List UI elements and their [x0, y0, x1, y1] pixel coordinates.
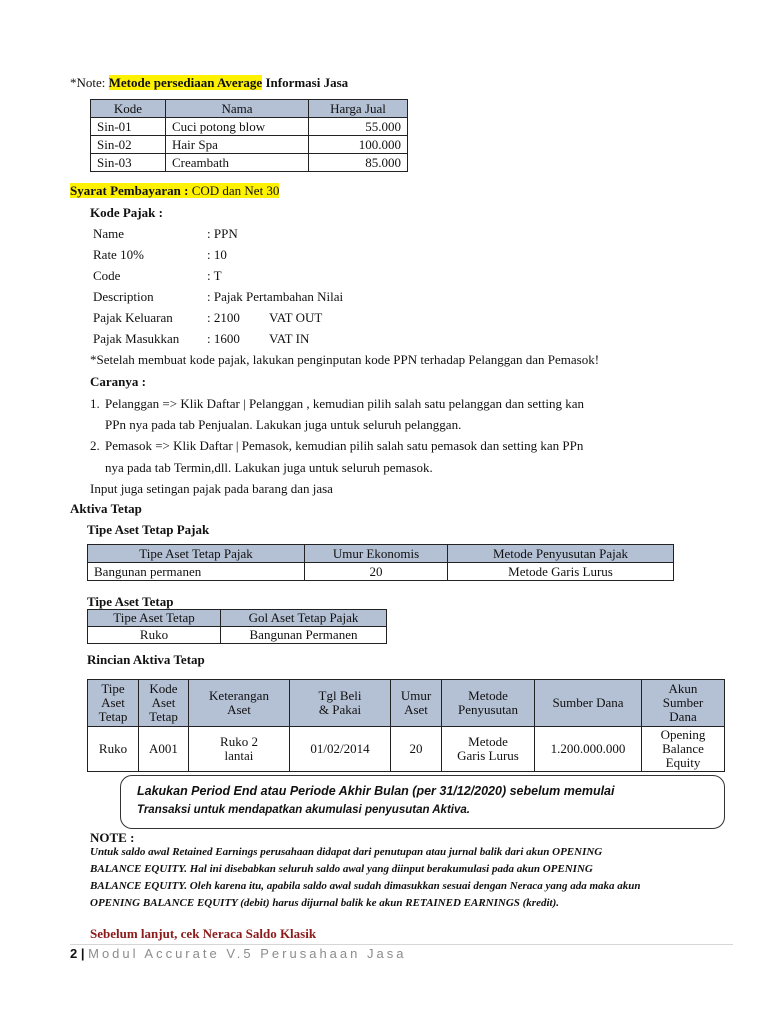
note-line: BALANCE EQUITY. Hal ini disebabkan seluruh saldo awal yang diinput berakumulasi pada akun OPENING [90, 863, 593, 875]
service-name: Cuci potong blow [166, 118, 309, 136]
tax-asset-type-table [87, 544, 674, 581]
asset-type-table [87, 609, 387, 644]
services-header-price: Harga Jual [309, 100, 408, 118]
note-suffix: Informasi Jasa [262, 75, 349, 90]
detail-header-description: Keterangan Aset [189, 680, 290, 727]
footer-rule [70, 944, 733, 945]
economic-life-header: Umur Ekonomis [305, 545, 448, 563]
tax-field-label: Code [93, 268, 121, 283]
note-line: OPENING BALANCE EQUITY (debit) harus dijurnal balik ke akun RETAINED EARNINGS (kredit). [90, 897, 559, 909]
step-text: Pemasok => Klik Daftar | Pemasok, kemudian pilih salah satu pemasok dan setting kan PPn [105, 438, 584, 453]
callout-line-1: Lakukan Period End atau Periode Akhir Bulan (per 31/12/2020) sebelum memulai [137, 784, 615, 798]
services-header-code: Kode [91, 100, 166, 118]
note-line: BALANCE EQUITY. Oleh karena itu, apabila saldo awal sudah dimasukkan sesuai dengan Neraca yang ada maka akun [90, 880, 641, 892]
detail-header-type: Tipe Aset Tetap [88, 680, 139, 727]
detail-funding-source-cell: 1.200.000.000 [535, 727, 642, 772]
step-2 [90, 438, 583, 454]
services-header-name: Nama [166, 100, 309, 118]
tax-field-label: Rate 10% [93, 247, 144, 262]
asset-details-table [87, 679, 725, 772]
tax-field-label: Pajak Keluaran [93, 310, 173, 325]
tax-field-output [93, 310, 322, 326]
page-number: 2 [70, 946, 78, 961]
tax-field-value: : 10 [207, 247, 227, 262]
tax-field-label: Description [93, 289, 154, 304]
step-number: 1. [90, 396, 100, 411]
table-row [91, 136, 408, 154]
tax-field-value: : 2100 [207, 310, 240, 325]
note-title: NOTE : [90, 830, 135, 845]
asset-type-title: Tipe Aset Tetap [87, 594, 174, 609]
step-number: 2. [90, 438, 100, 453]
asset-tax-group-header: Gol Aset Tetap Pajak [221, 610, 387, 627]
tax-code-title: Kode Pajak : [90, 205, 163, 220]
tax-field-code [93, 268, 222, 284]
step-1-cont: PPn nya pada tab Penjualan. Lakukan juga untuk seluruh pelanggan. [105, 417, 462, 432]
table-row [88, 627, 387, 644]
service-price: 55.000 [309, 118, 408, 136]
service-price: 100.000 [309, 136, 408, 154]
tax-type-header: Tipe Aset Tetap Pajak [88, 545, 305, 563]
tax-field-name [93, 226, 238, 242]
detail-method-cell: Metode Garis Lurus [442, 727, 535, 772]
tax-instruction: *Setelah membuat kode pajak, lakukan penginputan kode PPN terhadap Pelanggan dan Pemasok! [90, 352, 600, 367]
detail-header-age: Umur Aset [391, 680, 442, 727]
tax-field-value: : PPN [207, 226, 238, 241]
payment-terms [70, 183, 279, 199]
service-price: 85.000 [309, 154, 408, 172]
detail-purchase-date-cell: 01/02/2014 [290, 727, 391, 772]
service-name: Hair Spa [166, 136, 309, 154]
tax-field-value: : 1600 [207, 331, 240, 346]
tax-field-rate [93, 247, 227, 263]
detail-header-purchase-date: Tgl Beli & Pakai [290, 680, 391, 727]
detail-header-method: Metode Penyusutan [442, 680, 535, 727]
detail-header-code: Kode Aset Tetap [139, 680, 189, 727]
payment-terms-label: Syarat Pembayaran : [70, 183, 192, 198]
step-1 [90, 396, 584, 412]
payment-terms-value: COD dan Net 30 [191, 183, 280, 198]
tax-field-input [93, 331, 309, 347]
detail-header-funding-account: Akun Sumber Dana [642, 680, 725, 727]
service-name: Creambath [166, 154, 309, 172]
callout-line-2: Transaksi untuk mendapatkan akumulasi penyusutan Aktiva. [137, 804, 470, 816]
note-body [90, 844, 710, 912]
next-step: Sebelum lanjut, cek Neraca Saldo Klasik [90, 926, 317, 941]
note-highlight: Metode persediaan Average [108, 75, 263, 90]
asset-tax-group-cell: Bangunan Permanen [221, 627, 387, 644]
table-row [88, 727, 725, 772]
service-code: Sin-02 [91, 136, 166, 154]
detail-type-cell: Ruko [88, 727, 139, 772]
asset-type-cell: Ruko [88, 627, 221, 644]
how-title: Caranya : [90, 374, 146, 389]
detail-funding-account-cell: Opening Balance Equity [642, 727, 725, 772]
detail-code-cell: A001 [139, 727, 189, 772]
tax-field-extra: VAT OUT [269, 310, 323, 325]
tax-field-value: : T [207, 268, 222, 283]
fixed-assets-title: Aktiva Tetap [70, 501, 142, 516]
asset-details-title: Rincian Aktiva Tetap [87, 652, 205, 667]
period-end-callout [120, 775, 725, 829]
tax-field-label: Name [93, 226, 125, 241]
tax-depreciation-header: Metode Penyusutan Pajak [448, 545, 674, 563]
tax-field-extra: VAT IN [269, 331, 310, 346]
table-row [91, 118, 408, 136]
note-line [70, 75, 348, 91]
service-code: Sin-01 [91, 118, 166, 136]
asset-type-header: Tipe Aset Tetap [88, 610, 221, 627]
footer [70, 946, 406, 961]
tax-type-cell: Bangunan permanen [88, 563, 305, 581]
detail-header-funding-source: Sumber Dana [535, 680, 642, 727]
tax-field-label: Pajak Masukkan [93, 331, 180, 346]
step-text: Pelanggan => Klik Daftar | Pelanggan , kemudian pilih salah satu pelanggan dan setting kan [105, 396, 585, 411]
economic-life-cell: 20 [305, 563, 448, 581]
services-table [90, 99, 408, 172]
note-line: Untuk saldo awal Retained Earnings perusahaan didapat dari penutupan atau jurnal balik dari akun OPENING [90, 846, 603, 858]
note-prefix: *Note: [70, 75, 109, 90]
table-row [91, 154, 408, 172]
tax-depreciation-cell: Metode Garis Lurus [448, 563, 674, 581]
tax-field-description [93, 289, 343, 305]
tax-field-value: : Pajak Pertambahan Nilai [207, 289, 344, 304]
table-row [88, 563, 674, 581]
service-code: Sin-03 [91, 154, 166, 172]
input-note: Input juga setingan pajak pada barang dan jasa [90, 481, 333, 496]
tax-asset-type-title: Tipe Aset Tetap Pajak [87, 522, 210, 537]
detail-description-cell: Ruko 2 lantai [189, 727, 290, 772]
footer-text: Modul Accurate V.5 Perusahaan Jasa [88, 946, 407, 961]
footer-separator: | [77, 946, 89, 961]
detail-age-cell: 20 [391, 727, 442, 772]
step-2-cont: nya pada tab Termin,dll. Lakukan juga untuk seluruh pemasok. [105, 460, 433, 475]
